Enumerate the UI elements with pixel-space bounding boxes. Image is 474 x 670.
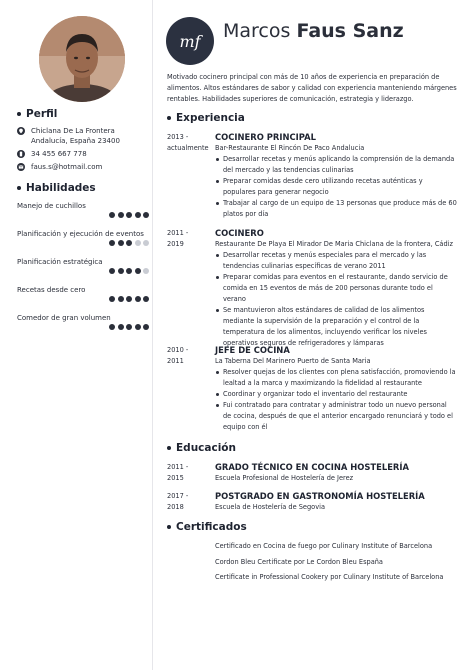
rating-dot-filled	[126, 212, 132, 218]
skill-name: Planificación estratégica	[17, 258, 103, 266]
phone-icon	[17, 150, 25, 158]
rating-dot-filled	[109, 296, 115, 302]
skill-rating	[109, 296, 149, 302]
email-icon	[17, 163, 25, 171]
rating-dot-filled	[143, 212, 149, 218]
rating-dot-filled	[118, 240, 124, 246]
job-bullet: Desarrollar recetas y menús aplicando la comprensión de la demanda del mercado y las tendencias culinarias	[215, 154, 457, 176]
rating-dot-filled	[109, 268, 115, 274]
date-start: 2011 -	[167, 229, 189, 237]
profile-heading-text: Perfil	[26, 108, 58, 120]
experience-heading-text: Experiencia	[176, 112, 245, 124]
school-name: Escuela Profesional de Hostelería de Jerez	[215, 474, 354, 482]
skill-item	[17, 258, 149, 278]
job-bullets	[215, 154, 457, 220]
date-end: 2019	[167, 240, 184, 248]
job-bullets	[215, 367, 457, 433]
certificates-heading-text: Certificados	[176, 521, 247, 533]
rating-dot-filled	[126, 240, 132, 246]
rating-dot-filled	[143, 324, 149, 330]
skill-item	[17, 314, 149, 334]
entry-dates	[167, 228, 211, 250]
skill-item	[17, 230, 149, 250]
phone-number[interactable]: 34 455 667 778	[31, 150, 87, 158]
skill-name: Recetas desde cero	[17, 286, 86, 294]
sidebar	[17, 108, 149, 334]
entry-dates	[167, 462, 211, 484]
skill-rating	[109, 240, 149, 246]
skills-heading	[17, 182, 149, 194]
entry-dates	[167, 491, 211, 513]
job-title: COCINERO	[215, 228, 264, 238]
date-end: 2011	[167, 357, 184, 365]
job-bullet: Fui contratado para contratar y administrar todo un nuevo personal de cocina, después de que el anterior encargado renunciará y todo el equipo con él	[215, 400, 457, 433]
heading-bullet	[17, 112, 21, 116]
skills-heading-text: Habilidades	[26, 182, 96, 194]
contact-phone	[17, 149, 149, 159]
date-start: 2011 -	[167, 463, 189, 471]
rating-dot-filled	[118, 324, 124, 330]
profile-heading	[17, 108, 149, 120]
monogram-badge	[166, 17, 214, 65]
school-name: Escuela de Hostelería de Segovia	[215, 503, 325, 511]
rating-dot-filled	[135, 324, 141, 330]
education-heading	[167, 442, 236, 454]
rating-dot-filled	[126, 324, 132, 330]
rating-dot-filled	[109, 240, 115, 246]
entry-dates	[167, 345, 211, 367]
date-end: actualmente	[167, 144, 209, 152]
skill-name: Manejo de cuchillos	[17, 202, 86, 210]
certificates-heading	[167, 521, 247, 533]
rating-dot-filled	[118, 268, 124, 274]
date-start: 2017 -	[167, 492, 189, 500]
degree-title: POSTGRADO EN GASTRONOMÍA HOSTELERÍA	[215, 491, 425, 501]
contact-address	[17, 126, 149, 146]
rating-dot-filled	[118, 296, 124, 302]
date-start: 2013 -	[167, 133, 189, 141]
rating-dot-filled	[126, 268, 132, 274]
heading-bullet	[167, 446, 171, 450]
monogram-text: mf	[179, 31, 201, 51]
skill-rating	[109, 324, 149, 330]
email-address[interactable]: faus.s@hotmail.com	[31, 163, 103, 171]
profile-photo	[39, 16, 125, 102]
skill-item	[17, 286, 149, 306]
first-name: Marcos	[223, 20, 291, 42]
heading-bullet	[167, 116, 171, 120]
skill-rating	[109, 268, 149, 274]
rating-dot-filled	[126, 296, 132, 302]
certificate-item: Cordon Bleu Certificate por Le Cordon Bleu España	[215, 558, 383, 566]
contact-list	[17, 126, 149, 172]
job-bullet: Trabajar al cargo de un equipo de 13 personas que produce más de 60 platos por día	[215, 198, 457, 220]
address-line-1: Chiclana De La Frontera	[31, 127, 115, 135]
location-icon	[17, 127, 25, 135]
skill-name: Planificación y ejecución de eventos	[17, 230, 144, 238]
degree-title: GRADO TÉCNICO EN COCINA HOSTELERÍA	[215, 462, 409, 472]
rating-dot-empty	[143, 240, 149, 246]
certificate-item: Certificado en Cocina de fuego por Culinary Institute of Barcelona	[215, 542, 433, 550]
job-bullet: Desarrollar recetas y menús especiales para el mercado y las tendencias culinarias específicas de verano 2011	[215, 250, 457, 272]
rating-dot-filled	[143, 296, 149, 302]
candidate-name	[223, 20, 404, 42]
job-title: COCINERO PRINCIPAL	[215, 132, 316, 142]
rating-dot-empty	[143, 268, 149, 274]
date-end: 2015	[167, 474, 184, 482]
job-bullet: Preparar comidas para eventos en el restaurante, dando servicio de comida en 15 eventos de más de 200 personas durante todo el verano	[215, 272, 457, 305]
heading-bullet	[17, 186, 21, 190]
address-line-2: Andalucía, España 23400	[31, 137, 120, 145]
job-title: JEFE DE COCINA	[215, 345, 290, 355]
last-name: Faus Sanz	[296, 20, 404, 42]
entry-dates	[167, 132, 211, 154]
rating-dot-filled	[118, 212, 124, 218]
rating-dot-filled	[109, 324, 115, 330]
rating-dot-empty	[135, 240, 141, 246]
rating-dot-filled	[135, 296, 141, 302]
job-bullet: Se mantuvieron altos estándares de calidad de los alimentos mediante la supervisión de la preparación y el control de la temperatura de los alimentos, incluyendo verificar los niveles operativos seguros de refrigeradores y lámparas	[215, 305, 457, 349]
education-heading-text: Educación	[176, 442, 236, 454]
contact-email	[17, 162, 149, 172]
heading-bullet	[167, 525, 171, 529]
job-bullet: Preparar comidas desde cero utilizando recetas auténticas y populares para generar negocio	[215, 176, 457, 198]
column-divider	[152, 0, 153, 670]
experience-heading	[167, 112, 245, 124]
company-name: Restaurante De Playa El Mirador De Maria Chiclana de la frontera, Cádiz	[215, 240, 453, 248]
date-start: 2010 -	[167, 346, 189, 354]
summary-text: Motivado cocinero principal con más de 10 años de experiencia en preparación de alimentos. Altos estándares de sabor y calidad con experiencia manteniendo márgenes rentables. Habilidades superiores de comunicación, estrategia y liderazgo.	[167, 73, 457, 103]
certificate-item: Certificate in Professional Cookery por Culinary Institute of Barcelona	[215, 573, 444, 581]
skill-rating	[109, 212, 149, 218]
company-name: Bar-Restaurante El Rincón De Paco Andalucia	[215, 144, 365, 152]
skill-item	[17, 202, 149, 222]
job-bullet: Coordinar y organizar todo el inventario del restaurante	[215, 389, 457, 400]
company-name: La Taberna Del Marinero Puerto de Santa Maria	[215, 357, 371, 365]
skill-name: Comedor de gran volumen	[17, 314, 111, 322]
rating-dot-filled	[109, 212, 115, 218]
skills-list	[17, 202, 149, 334]
rating-dot-filled	[135, 268, 141, 274]
job-bullets	[215, 250, 457, 349]
job-bullet: Resolver quejas de los clientes con plena satisfacción, promoviendo la lealtad a la marca y maximizando la fidelidad al restaurante	[215, 367, 457, 389]
rating-dot-filled	[135, 212, 141, 218]
date-end: 2018	[167, 503, 184, 511]
